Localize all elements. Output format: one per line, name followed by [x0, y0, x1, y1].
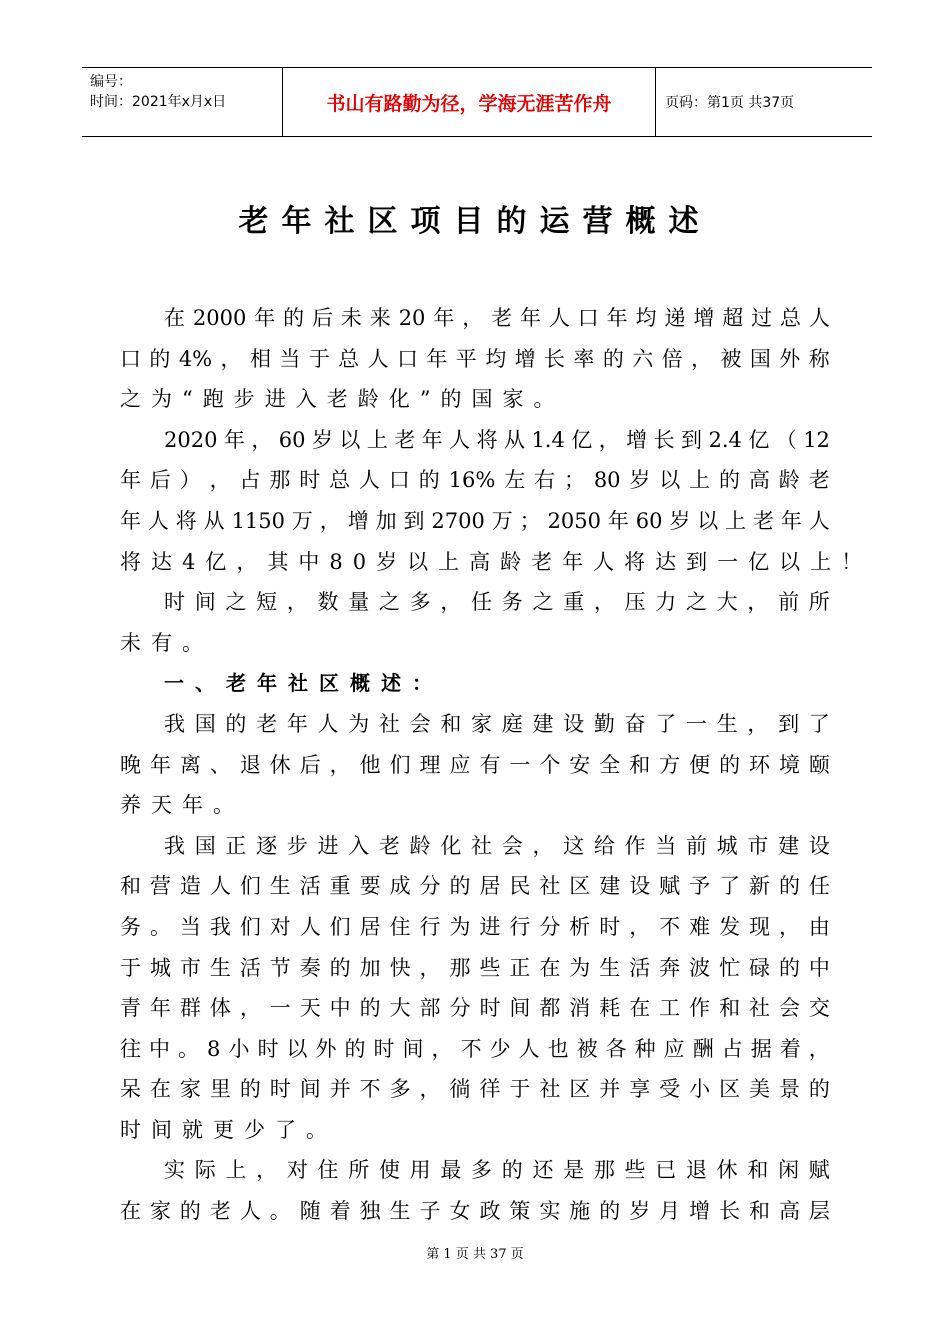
text-line: 在 2000 年 的 后 未 来 20 年 ， 老 年 人 口 年 均 递 增 超 过 总 人: [164, 306, 830, 330]
text-line: 我 国 的 老 年 人 为 社 会 和 家 庭 建 设 勤 奋 了 一 生 ， 到 了: [164, 711, 830, 736]
paragraph: [120, 420, 873, 582]
text-line: 年 后 ） ， 占 那 时 总 人 口 的 16% 左 右 ； 80 岁 以 上 的 高 龄 老: [120, 468, 830, 493]
text-line: 我 国 正 逐 步 进 入 老 龄 化 社 会 ， 这 给 作 当 前 城 市 建 设: [164, 833, 830, 858]
paragraph: [120, 298, 830, 420]
text-line: 将达4亿，其中80岁以上高龄老年人将达到一亿以上！: [120, 549, 873, 574]
number-label: 编号：: [90, 74, 132, 90]
text-line: 和 营 造 人 们 生 活 重 要 成 分 的 居 民 社 区 建 设 赋 予 了 新 的 任: [120, 874, 830, 899]
paragraph: [120, 704, 830, 826]
text-line: 青 年 群 体 ， 一 天 中 的 大 部 分 时 间 都 消 耗 在 工 作 和 社 会 交: [120, 996, 830, 1021]
text-line: 呆 在 家 里 的 时 间 并 不 多 ， 徜 徉 于 社 区 并 享 受 小 区 美 景 的: [120, 1077, 830, 1102]
time-label: 时间：2021年x月x日: [90, 94, 227, 110]
text-line: 养天年。: [120, 793, 244, 818]
text-line: 往 中 。 8 小 时 以 外 的 时 间 ， 不 少 人 也 被 各 种 应 酬 占 据 着 ，: [120, 1036, 830, 1061]
text-line: 之为“跑步进入老龄化”的国家。: [120, 387, 565, 412]
text-line: 口 的 4% ， 相 当 于 总 人 口 年 平 均 增 长 率 的 六 倍 ， 被 国 外 称: [120, 346, 830, 371]
paragraph: [120, 1150, 830, 1231]
header-motto: 书山有路勤为径，学海无涯苦作舟: [283, 68, 656, 136]
page-footer: 第 1 页 共 37 页: [426, 1247, 524, 1262]
text-line: 未有。: [120, 630, 213, 655]
document-title: 老年社区项目的运营概述: [238, 204, 712, 239]
document-header: [82, 67, 872, 137]
paragraph: [120, 826, 830, 1151]
text-line: 年 人 将 从 1150 万 ， 增 加 到 2700 万 ； 2050 年 60 岁 以 上 老 年 人: [120, 508, 830, 533]
text-line: 时间就更少了。: [120, 1117, 337, 1142]
paragraph: [120, 582, 830, 663]
header-meta: [82, 68, 283, 136]
text-line: 一、老年社区概述：: [164, 671, 443, 696]
text-line: 在 家 的 老 人 。 随 着 独 生 子 女 政 策 实 施 的 岁 月 增 长 和 高 层: [120, 1199, 830, 1224]
text-line: 时 间 之 短 ， 数 量 之 多 ， 任 务 之 重 ， 压 力 之 大 ， 前 所: [164, 590, 830, 615]
text-line: 于 城 市 生 活 节 奏 的 加 快 ， 那 些 正 在 为 生 活 奔 波 忙 碌 的 中: [120, 955, 830, 980]
document-body: [120, 298, 873, 1232]
text-line: 晚 年 离 、 退 休 后 ， 他 们 理 应 有 一 个 安 全 和 方 便 的 环 境 颐: [120, 752, 830, 777]
header-page-info: 页码：第1页 共37页: [665, 95, 795, 111]
section-heading: [120, 663, 830, 704]
text-line: 2020 年 ， 60 岁 以 上 老 年 人 将 从 1.4 亿 ， 增 长 到 2.4 亿 （ 12: [164, 427, 830, 452]
text-line: 务 。 当 我 们 对 人 们 居 住 行 为 进 行 分 析 时 ， 不 难 发 现 ， 由: [120, 914, 830, 939]
text-line: 实 际 上 ， 对 住 所 使 用 最 多 的 还 是 那 些 已 退 休 和 闲 赋: [164, 1158, 830, 1183]
